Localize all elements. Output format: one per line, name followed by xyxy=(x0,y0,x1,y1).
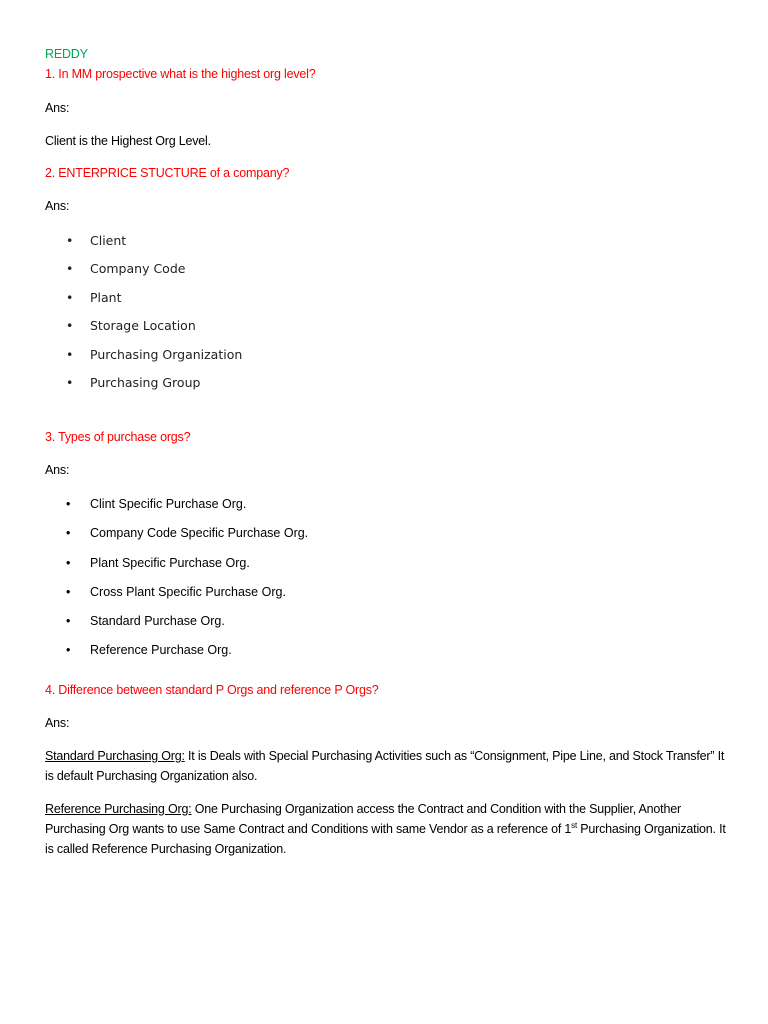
list-item: • Storage Location xyxy=(66,318,242,346)
list-item: • Purchasing Organization xyxy=(66,347,242,375)
answer-label-1: Ans: xyxy=(45,101,70,115)
list-item: • Plant Specific Purchase Org. xyxy=(66,555,308,584)
standard-purchasing-org-text: It is Deals with Special Purchasing Activities such as “Consignment, Pipe Line, and Stock Transfer” It is default Purchasing Organization also. xyxy=(45,749,725,783)
list-item: • Reference Purchase Org. xyxy=(66,642,308,671)
question-1: 1. In MM prospective what is the highest org level? xyxy=(45,67,316,81)
list-item: • Company Code Specific Purchase Org. xyxy=(66,525,308,554)
enterprise-structure-list xyxy=(66,233,242,403)
standard-purchasing-org-term: Standard Purchasing Org: xyxy=(45,749,185,763)
answer-label-3: Ans: xyxy=(45,463,70,477)
list-item: • Purchasing Group xyxy=(66,375,242,403)
author-heading: REDDY xyxy=(45,47,88,61)
reference-purchasing-org-text-2: Purchasing Organization. It is called Reference Purchasing Organization. xyxy=(45,822,726,856)
answer-1: Client is the Highest Org Level. xyxy=(45,134,211,148)
list-item: • Standard Purchase Org. xyxy=(66,613,308,642)
answer-label-2: Ans: xyxy=(45,199,70,213)
list-item: • Plant xyxy=(66,290,242,318)
reference-purchasing-org-paragraph xyxy=(45,799,735,859)
ordinal-superscript: st xyxy=(571,820,577,830)
question-2: 2. ENTERPRICE STUCTURE of a company? xyxy=(45,166,290,180)
question-3: 3. Types of purchase orgs? xyxy=(45,430,191,444)
list-item: • Clint Specific Purchase Org. xyxy=(66,496,308,525)
list-item: • Cross Plant Specific Purchase Org. xyxy=(66,584,308,613)
standard-purchasing-org-paragraph xyxy=(45,746,735,786)
question-4: 4. Difference between standard P Orgs and reference P Orgs? xyxy=(45,683,379,697)
list-item: • Client xyxy=(66,233,242,261)
answer-label-4: Ans: xyxy=(45,716,70,730)
reference-purchasing-org-text-1: One Purchasing Organization access the Contract and Condition with the Supplier, Another Purchasing Org wants to use Same Contract and Conditions with same Vendor as a reference of 1 xyxy=(45,802,681,836)
reference-purchasing-org-term: Reference Purchasing Org: xyxy=(45,802,192,816)
purchase-org-types-list xyxy=(66,496,308,672)
list-item: • Company Code xyxy=(66,261,242,289)
